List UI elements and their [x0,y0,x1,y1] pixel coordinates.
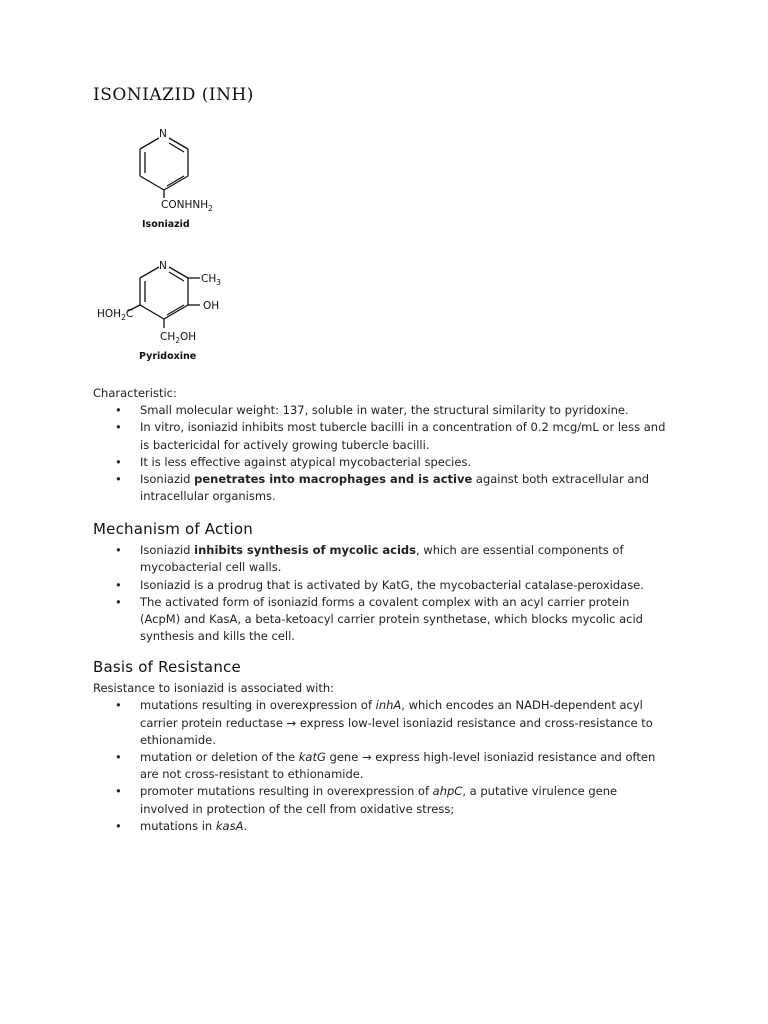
pyridoxine-left-group-subscript: 2 [121,313,126,322]
isoniazid-substituent-label [161,199,213,213]
pyridoxine-left-group-label [97,308,133,322]
list-item-emphasis: penetrates into macrophages and is active [194,472,473,487]
list-item [93,749,667,783]
pyridoxine-bottom-group-subscript: 2 [175,336,181,345]
pyridoxine-left-group-suffix: C [125,308,134,320]
list-item [93,402,667,419]
list-item-text: , which encodes an NADH-dependent acyl carrier protein reductase → express low-level isoniazid resistance and cross-resistance to ethionamide. [140,698,653,747]
gene-name: inhA [375,698,402,713]
pyridoxine-structure [96,255,236,365]
list-item-emphasis: inhibits synthesis of mycolic acids [194,543,416,558]
characteristic-label: Characteristic: [93,386,177,400]
list-item-text: promoter mutations resulting in overexpression of [140,784,433,799]
list-item-text: . [243,818,248,833]
list-item-text: mutations resulting in overexpression of [140,698,376,713]
isoniazid-substituent-subscript: 2 [208,204,213,213]
list-item [93,471,667,505]
isoniazid-substituent: CONHNH [161,199,209,211]
pyridoxine-caption: Pyridoxine [139,351,197,362]
page-title: ISONIAZID (INH) [93,85,254,105]
resistance-heading: Basis of Resistance [93,658,241,676]
list-item-text: mutation or deletion of the [140,750,299,765]
list-item [93,818,667,835]
mechanism-section [93,521,693,645]
list-item [93,454,667,471]
list-item [93,542,667,576]
pyridoxine-methyl: CH [201,273,217,285]
list-item-text: against both extracellular and intracellular organisms. [140,472,650,504]
list-item-text: Isoniazid is a prodrug that is activated by KatG, the mycobacterial catalase-peroxidase. [140,577,644,592]
list-item-text: gene → express high-level isoniazid resistance and often are not cross-resistant to ethionamide. [140,750,656,782]
characteristic-list [93,402,693,505]
list-item [93,419,667,453]
isoniazid-structure [120,122,240,232]
list-item-text: Isoniazid [140,543,195,558]
pyridoxine-methyl-label [201,273,221,287]
list-item-text: Isoniazid [140,472,195,487]
pyridoxine-bottom-group-suffix: OH [180,331,197,343]
gene-name: ahpC [432,784,463,799]
characteristic-section [93,385,693,505]
list-item-text: The activated form of isoniazid forms a covalent complex with an acyl carrier protein (AcpM) and KasA, a beta-ketoacyl carrier protein synthetase, which blocks mycolic acid synthesis and kills the cell. [140,594,643,644]
resistance-list [93,697,693,835]
mechanism-list [93,542,693,645]
resistance-intro: Resistance to isoniazid is associated with: [93,681,335,696]
pyridoxine-methyl-subscript: 3 [216,278,222,287]
gene-name: katG [298,750,326,765]
gene-name: kasA [215,818,244,833]
list-item-text: In vitro, isoniazid inhibits most tubercle bacilli in a concentration of 0.2 mcg/mL or less and is bactericidal for actively growing tubercle bacilli. [140,420,666,452]
list-item-text: Small molecular weight: 137, soluble in water, the structural similarity to pyridoxine. [140,403,629,418]
pyridoxine-bottom-group-label [160,331,196,345]
isoniazid-ring-nitrogen: N [159,128,167,140]
mechanism-heading: Mechanism of Action [93,520,253,538]
pyridoxine-ring-nitrogen: N [159,260,167,272]
list-item [93,577,667,594]
isoniazid-caption: Isoniazid [142,219,190,230]
pyridoxine-left-group: HOH [97,308,122,320]
list-item-text: It is less effective against atypical mycobacterial species. [140,454,472,469]
list-item [93,594,667,646]
list-item [93,783,667,817]
list-item [93,697,667,749]
list-item-text: , a putative virulence gene involved in protection of the cell from oxidative stress; [140,784,618,816]
list-item-text: mutations in [140,818,216,833]
pyridoxine-hydroxyl: OH [203,300,220,312]
list-item-text: , which are essential components of mycobacterial cell walls. [140,543,624,575]
pyridoxine-bottom-group: CH [160,331,176,343]
resistance-section [93,659,693,835]
